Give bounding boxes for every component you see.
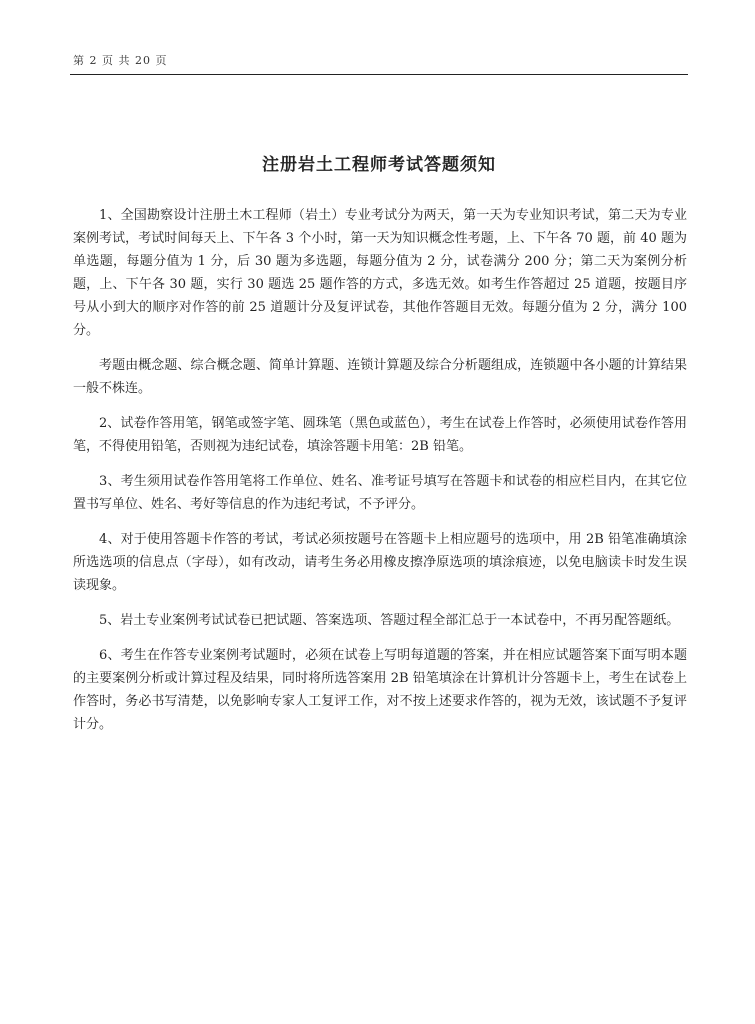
instruction-paragraph-1: 1、全国勘察设计注册土木工程师（岩土）专业考试分为两天，第一天为专业知识考试，第二天为专业案例考试，考试时间每天上、下午各 3 个小时，第一天为知识概念性考题，上、下午各 70 题，前 40 题为单选题，每题分值为 1 分，后 30 题为多选题，每题分值为 2 分，试卷满分 200 分；第二天为案例分析题，上、下午各 30 题，实行 30 题选 25 题作答的方式，多选无效。如考生作答超过 25 道题，按题目序号从小到大的顺序对作答的前 25 道题计分及复评试卷，其他作答题目无效。每题分值为 2 分，满分 100 分。 [73, 208, 687, 338]
instruction-paragraph-2: 2、试卷作答用笔，钢笔或签字笔、圆珠笔（黑色或蓝色），考生在试卷上作答时，必须使用试卷作答用笔，不得使用铅笔，否则视为违纪试卷，填涂答题卡用笔：2B 铅笔。 [73, 416, 687, 454]
instructions-body [73, 204, 687, 748]
document-title: 注册岩土工程师考试答题须知 [262, 155, 496, 175]
page-number-header: 第 2 页 共 20 页 [73, 54, 168, 67]
header-divider [70, 74, 688, 75]
instruction-paragraph-6: 6、考生在作答专业案例考试题时，必须在试卷上写明每道题的答案，并在相应试题答案下面写明本题的主要案例分析或计算过程及结果，同时将所选答案用 2B 铅笔填涂在计算机计分答题卡上，考生在试卷上作答时，务必书写清楚，以免影响专家人工复评工作，对不按上述要求作答的，视为无效，该试题不予复评计分。 [73, 648, 687, 732]
instruction-paragraph-1-note: 考题由概念题、综合概念题、简单计算题、连锁计算题及综合分析题组成，连锁题中各小题的计算结果一般不株连。 [73, 358, 687, 396]
instruction-paragraph-5: 5、岩土专业案例考试试卷已把试题、答案选项、答题过程全部汇总于一本试卷中，不再另配答题纸。 [99, 613, 680, 628]
instruction-paragraph-4: 4、对于使用答题卡作答的考试，考试必须按题号在答题卡上相应题号的选项中，用 2B 铅笔准确填涂所选选项的信息点（字母），如有改动，请考生务必用橡皮擦净原选项的填涂痕迹，以免电脑读卡时发生误读现象。 [73, 532, 687, 593]
instruction-paragraph-3: 3、考生须用试卷作答用笔将工作单位、姓名、准考证号填写在答题卡和试卷的相应栏目内，在其它位置书写单位、姓名、考好等信息的作为违纪考试，不予评分。 [73, 474, 687, 512]
